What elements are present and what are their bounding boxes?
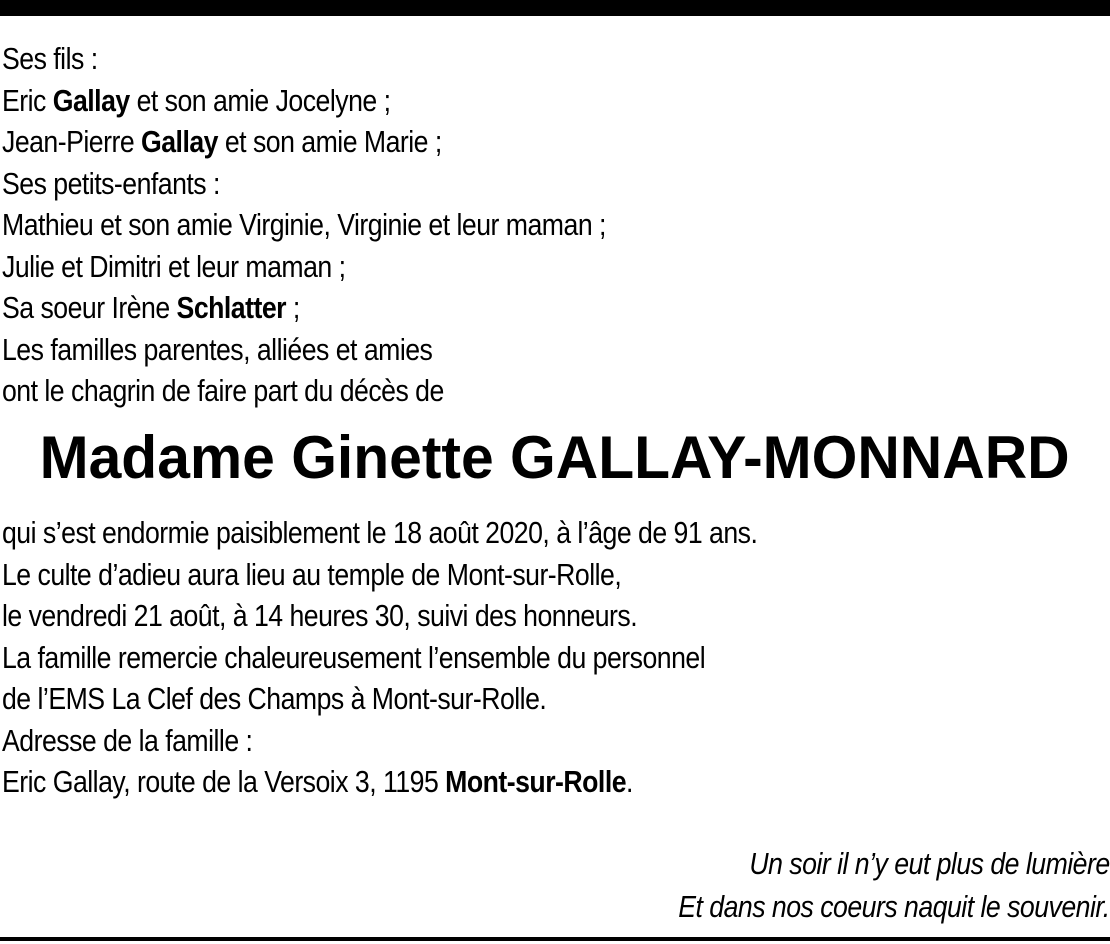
thanks-line-2: de l’EMS La Clef des Champs à Mont-sur-Rolle. [2,681,547,716]
family-announcement [2,38,606,412]
son-line-jean-pierre [2,121,606,163]
son2-first-name: Jean-Pierre [2,124,142,159]
address-heading: Adresse de la famille : [2,722,253,758]
bottom-border-rule [0,937,1110,941]
son2-partner: et son amie Marie ; [217,124,442,159]
son1-partner: et son amie Jocelyne ; [129,82,391,118]
sister-suffix: ; [286,290,300,325]
memorial-quote [679,842,1110,928]
extended-families-line: Les familles parentes, alliées et amies [2,331,433,367]
son1-first-name: Eric [2,82,53,118]
service-line-1: Le culte d’adieu aura lieu au temple de Mont-sur-Rolle, [2,556,622,592]
sister-surname: Schlatter [176,290,287,325]
top-border-rule [0,0,1110,16]
grandchildren-heading: Ses petits-enfants : [2,165,220,201]
address-town: Mont-sur-Rolle [445,764,627,799]
thanks-line-1: La famille remercie chaleureusement l’ensemble du personnel [2,639,706,675]
address-line [2,761,757,803]
son-line-eric [2,80,606,122]
deceased-name-heading: Madame Ginette GALLAY-MONNARD [39,424,1070,491]
grandchildren-line-2: Julie et Dimitri et leur maman ; [2,248,346,284]
quote-line-2: Et dans nos coeurs naquit le souvenir. [678,889,1110,924]
service-line-2: le vendredi 21 août, à 14 heures 30, suivi des honneurs. [2,598,638,633]
address-street: Eric Gallay, route de la Versoix 3, 1195 [2,764,446,799]
announcement-line: ont le chagrin de faire part du décès de [2,373,444,408]
sons-heading: Ses fils : [2,41,98,76]
service-details [2,512,757,803]
son2-surname: Gallay [141,124,218,159]
address-end: . [626,764,633,799]
death-line: qui s’est endormie paisiblement le 18 août 2020, à l’âge de 91 ans. [2,515,758,550]
sister-line [2,287,606,329]
sister-first-name: Sa soeur Irène [2,290,177,325]
grandchildren-line-1: Mathieu et son amie Virginie, Virginie et leur maman ; [2,207,606,242]
quote-line-1: Un soir il n’y eut plus de lumière [749,846,1110,881]
son1-surname: Gallay [52,82,130,118]
